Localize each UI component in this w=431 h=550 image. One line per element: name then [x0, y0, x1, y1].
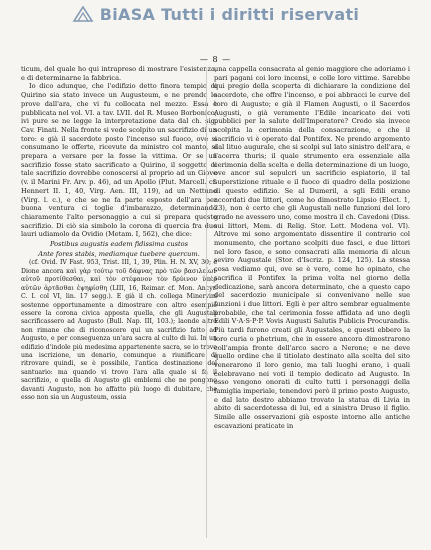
left-column	[21, 65, 217, 540]
paragraph: Io dico adunque, che l'edifizio detto finora tempio di Quirino sia stato invece un Augusteum, e ne prendo le prove dall'ara, che vi fu collocata nel mezzo. Essa è pubblicata nel vol. VI. a tav. LVII. del R. Museo Borbonico; ivi pure se ne legge la interpretazione data dal ch. sig. Cav. Finati. Nella fronte si vede scolpito un sacrifizio di un toro: e già il sacerdote posto l'incenso sul fuoco, ove si consumano le offerte, ricevute da ministro col manto, si prepara a versare per la fosse la vittima. Or se un sacrifizio fosse stato sacrificato a Quirino, il soggetto di tale sacrifizio dovrebbe conoscersi al proprio ad un Giove (v. il Marini Fr. Arv. p. 46), ad un Apollo (Plut. Marcell. cf. Hennert II. 1, 40, Virg. Aen. III, 119), ad un Nettuno (Virg. l. c.), e che se ne fa parte esposto dell'ara per buona ventura ci toglie d'imbarazzo, determinando chiaramente l'alto personaggio a cui si prepara questo sacrifizio. Di ciò sia simbolo la corona di quercia fra due lauri udiamolo da Ovidio (Metam. I, 562), che dice:	[21, 82, 217, 239]
watermark-banner	[0, 0, 431, 28]
paragraph: ticum, del quale ho qui intrapreso di mostrare l'esistenza, e di determinarne la fabbrica.	[21, 65, 217, 82]
verse-quote: Ante fores stabis, mediamque tuebere quercum.	[38, 249, 200, 258]
paragraph: (cf. Ovid. IV Fast. 953, Trist. III, 1, 39, Plin. H. N. XV, 30; e Dione ancora καὶ γὰρ τούτῳ τοῦ δάφνας πρὸ τῶν βασιλείων αὐτοῦ προτίθεσθαι, καὶ τὸν στέφανον τὸν δρύινον ὑπὲρ αὐτῶν ἀρτᾶσθαι ἐψηφίσθη (LIII, 16, Reimar. cf. Mon. Ancyr. C. I. col VI, lin. 17 segg.). E già il ch. collega Minervini sostenne opportunamente a dimostrare con altro esempio essere la corona civica apposta quella, che gli Augustali sacrificassero ad Augusto (Bull. Nap. III, 103.); laonde altro non rimane che di riconoscere qui un sacrifizio fatto ad Augusto, e per conseguenza un'ara sacra al culto di lui. In un edifizio d'indole più medesima appartenente sacra, se io trovo una iscrizione, un denario, comunque a riunificare di ritrovare quindi, se è possibile, l'antica destinazione del santuario: ma quando vi trovo l'ara alla quale si fa il sacrifizio, e quella di Augusto gli emblemi che ne pongono davanti Augusto, non ho affatto più luogo di dubitare, che esso non sia un Augusteum, ossia	[21, 259, 217, 401]
watermark-text: BiASA Tutti i diritti riservati	[99, 4, 360, 24]
paragraph: una cappella consacrata al genio maggiore che adoriamo i pari pagani coi loro incensi, e colle loro vittime. Sarebbe qui pregio della scoperta di dichiarare la condizione del sacerdote, che offre l'incenso, e poi abbracci le curve del toro di Augusto; e già il Flamen Augusti, o il Sacerdos Augusti, o già veramente l'Edile incaricato dei voti pubblici per la salute dell'Imperatore? Credo sia invece scolpita la cerimonia della consacrazione, e che il sacrificio vi è operato dal Pontifex. Ne prendo argomento dal lituo augurale, che si scolpì sul lato sinistro dell'ara, e l'acerra thuris; il quale strumento era essenziale alla cerimonia della scelta e della determinazione di un luogo, ove ancor sul sepulcri un sacrificio espiatorio, il tal superstizione rituale e il fuoco di quadro della posizione di questo edifizio. Se al Dumeril, a sgli Edili erano accordati due littori, come ho dimostrato Lipsio (Elect. 1, 23), non è certo che gli Augustali nelle funzioni del loro grado ne avessero uno, come mostra il ch. Cavedoni (Diss. sui littori, Mem. di Relig. Stor. Lett. Modena vol. VI). Altrove mi sono argomentato dissentire il contrario col monumento, che portano scolpiti due fasci, e due littori nel loro fasce, e sono consacrati alla memoria di alcun seviro Augustale (Stor. d'Iscriz. p. 124, 125). La stessa cosa vediamo qui, ove se è vero, come ho opinato, che sacrifica il Pontifex la prima volta nel giorno della dedicazione, sarà ancora determinato, che a questo capo del sacerdozio municipale si convenivano nelle sue funzioni i due littori. Egli è per altro sembrar egualmente probabile, che tal cerimonia fosse affidata ad uno degli Edili V·A·S·P·P. Vovis Augusti Salutis Publicis Procurandis. Più tardi furono creati gli Augustales, e questi ebbero la loro curia o phetrium, che in essere ancora dimostrarono coll'ampia fronte dell'arco sacro a Nerone; e ne deve quello ordine che il titiolato destinato alla scelta del sito venerarono il loro genio, ma tali luoghi erano, i quali celebravano nei voti il tempio dedicato ad Augusto. In esso vengono onorati di culto tutti i personaggi della famiglia imperiale, tenendovi però il primo posto Augusto, e dal lato destro abbiamo trovato la statua di Livia in abito di sacerdotessa di lui, ed a sinistra Druso il figlio. Simile alle osservazioni già esposte intorno alle antiche escavazioni praticate in	[214, 65, 410, 430]
verse-quote: Postibus augustis eadem fidissima custos	[49, 240, 188, 249]
biasa-logo-icon	[72, 5, 94, 23]
right-column	[214, 65, 410, 540]
page-number: — 8 —	[199, 55, 232, 64]
column-divider	[206, 68, 207, 538]
